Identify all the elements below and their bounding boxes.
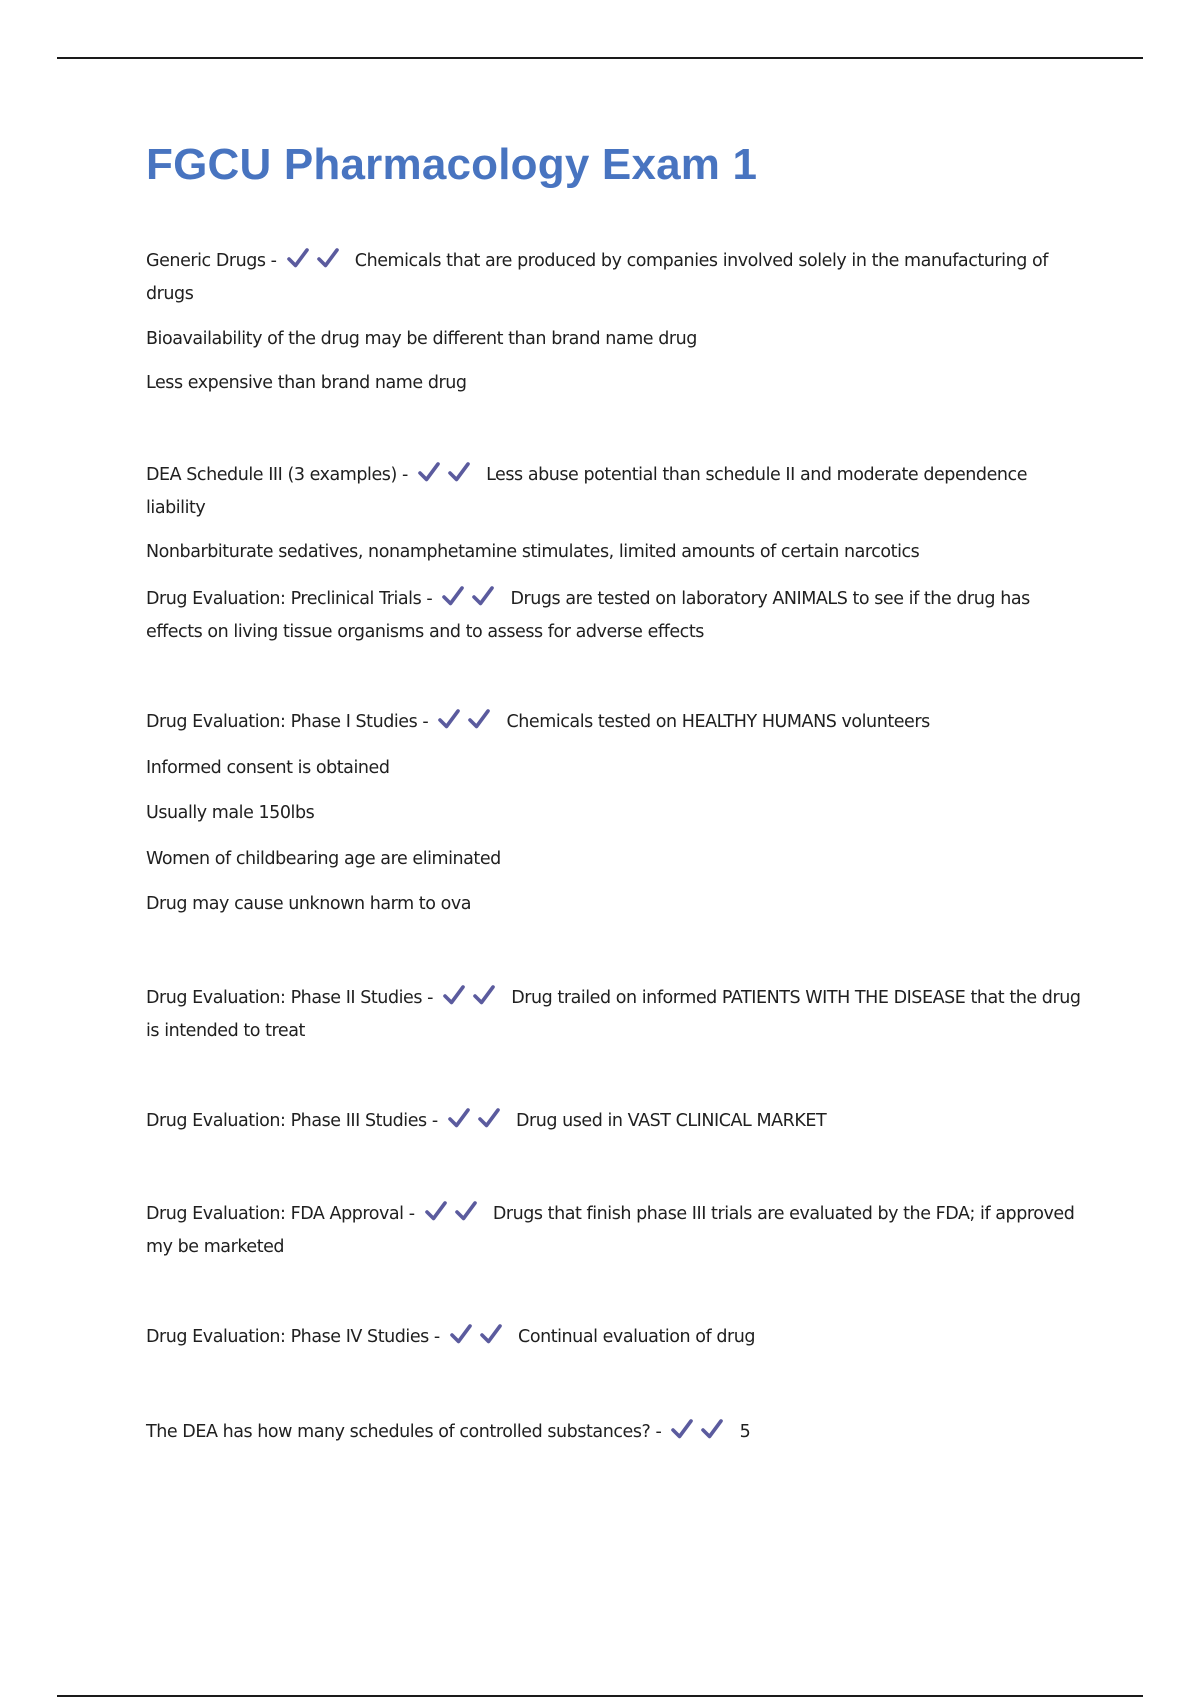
top-rule (57, 57, 1143, 59)
check-icon (417, 461, 441, 483)
check-icon (447, 1107, 471, 1129)
check-icon (286, 247, 310, 269)
question-text: Drug Evaluation: Phase I Studies - (146, 712, 429, 732)
answer-text: 5 (739, 1422, 751, 1442)
qa-item-phase-ii-studies (146, 983, 1086, 1046)
question-text: Drug Evaluation: Preclinical Trials - (146, 589, 433, 609)
qa-item-phase-iv-studies (146, 1322, 1086, 1355)
answer-marker (286, 247, 346, 279)
qa-item-phase-iii-studies (146, 1106, 1086, 1139)
note-line: Usually male 150lbs (146, 803, 315, 823)
question-text: Drug Evaluation: Phase IV Studies - (146, 1327, 440, 1347)
answer-text: Continual evaluation of drug (518, 1327, 756, 1347)
check-icon (447, 461, 471, 483)
note-line: Bioavailability of the drug may be different than brand name drug (146, 329, 697, 349)
answer-text: Drugs are tested on laboratory ANIMALS to see if the drug has effects on living tissue organisms and to assess for adverse effects (146, 589, 1030, 642)
qa-item-preclinical-trials (146, 584, 1086, 647)
check-icon (441, 585, 465, 607)
question-text: Drug Evaluation: Phase III Studies - (146, 1111, 438, 1131)
answer-text: Less abuse potential than schedule II and moderate dependence liability (146, 465, 1028, 518)
answer-marker (442, 984, 502, 1016)
qa-item-fda-approval (146, 1199, 1086, 1262)
check-icon (316, 247, 340, 269)
answer-text: Drug used in VAST CLINICAL MARKET (515, 1111, 827, 1131)
check-icon (454, 1200, 478, 1222)
answer-text: Chemicals that are produced by companies involved solely in the manufacturing of drugs (146, 251, 1048, 304)
answer-text: Chemicals tested on HEALTHY HUMANS volunteers (506, 712, 930, 732)
question-text: Drug Evaluation: FDA Approval - (146, 1204, 415, 1224)
note-line: Nonbarbiturate sedatives, nonamphetamine stimulates, limited amounts of certain narcotics (146, 542, 920, 562)
answer-marker (441, 585, 501, 617)
note-line: Less expensive than brand name drug (146, 373, 467, 393)
check-icon (472, 984, 496, 1006)
check-icon (424, 1200, 448, 1222)
answer-marker (424, 1200, 484, 1232)
check-icon (442, 984, 466, 1006)
answer-marker (447, 1107, 507, 1139)
question-text: DEA Schedule III (3 examples) - (146, 465, 408, 485)
qa-item-dea-schedule-iii (146, 460, 1086, 523)
document-title: FGCU Pharmacology Exam 1 (146, 140, 758, 189)
answer-text: Drug trailed on informed PATIENTS WITH THE DISEASE that the drug is intended to treat (146, 988, 1081, 1041)
check-icon (700, 1418, 724, 1440)
qa-item-phase-i-studies (146, 707, 1086, 740)
check-icon (479, 1323, 503, 1345)
qa-item-dea-schedules-count (146, 1417, 1086, 1450)
note-line: Informed consent is obtained (146, 758, 390, 778)
note-line: Women of childbearing age are eliminated (146, 849, 501, 869)
bottom-rule (57, 1695, 1143, 1697)
check-icon (477, 1107, 501, 1129)
qa-item-generic-drugs (146, 246, 1086, 309)
check-icon (471, 585, 495, 607)
answer-marker (670, 1418, 730, 1450)
question-text: Generic Drugs - (146, 251, 277, 271)
answer-marker (449, 1323, 509, 1355)
check-icon (437, 708, 461, 730)
check-icon (467, 708, 491, 730)
answer-marker (417, 461, 477, 493)
check-icon (449, 1323, 473, 1345)
note-line: Drug may cause unknown harm to ova (146, 894, 472, 914)
check-icon (670, 1418, 694, 1440)
answer-marker (437, 708, 497, 740)
question-text: The DEA has how many schedules of controlled substances? - (146, 1422, 662, 1442)
question-text: Drug Evaluation: Phase II Studies - (146, 988, 433, 1008)
answer-text: Drugs that finish phase III trials are evaluated by the FDA; if approved my be marketed (146, 1204, 1075, 1257)
